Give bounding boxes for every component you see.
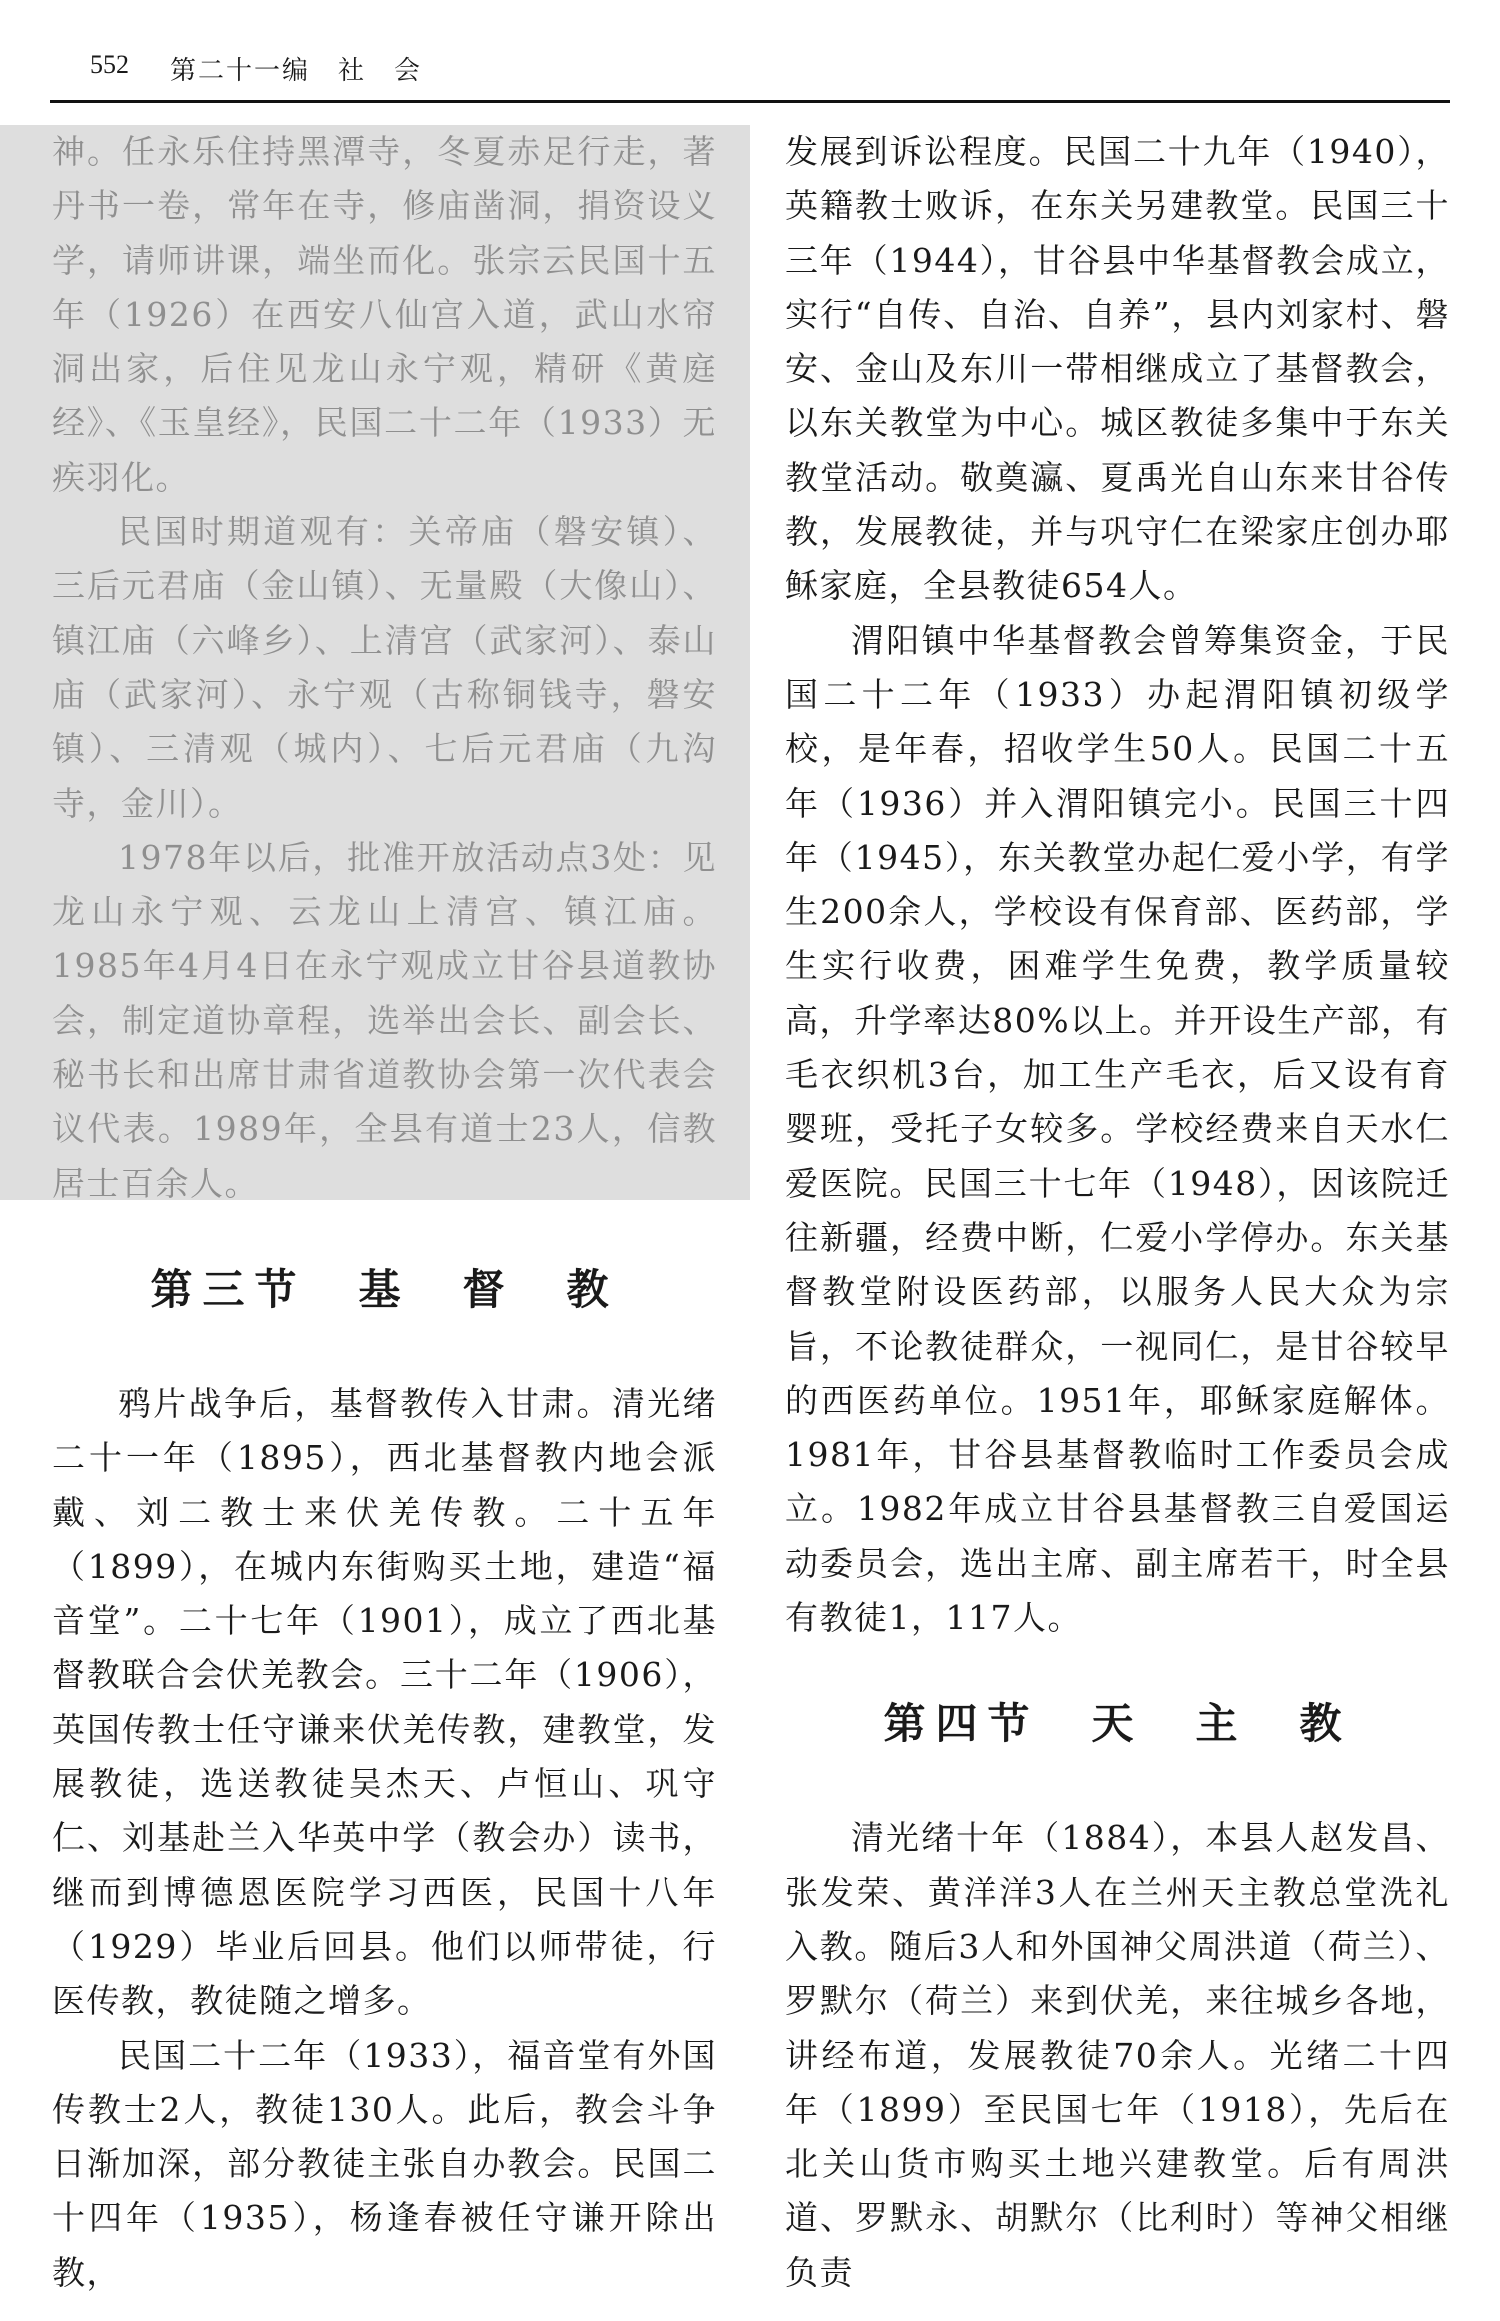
section-heading-christianity: 第三节 基 督 教 xyxy=(150,1264,619,1314)
running-head: 第二十一编 社 会 xyxy=(170,56,423,86)
page-number: 552 xyxy=(90,50,129,79)
shaded-text-block xyxy=(52,125,717,1211)
right-column xyxy=(785,125,1450,2300)
paragraph: 清光绪十年（1884），本县人赵发昌、张发荣、黄洋洋3人在兰州天主教总堂洗礼入教。随后3人和外国神父周洪道（荷兰）、罗默尔（荷兰）来到伏羌，来往城乡各地，讲经布道，发展教徒70余人。光绪二十四年（1899）至民国七年（1918），先后在北关山货市购买土地兴建教堂。后有周洪道、罗默永、胡默尔（比利时）等神父相继负责 xyxy=(785,1818,1450,2292)
header-rule xyxy=(50,100,1450,103)
paragraph: 神。任永乐住持黑潭寺，冬夏赤足行走，著丹书一卷，常年在寺，修庙凿洞，捐资设义学，请师讲课，端坐而化。张宗云民国十五年（1926）在西安八仙宫入道，武山水帘洞出家，后住见龙山永宁观，精研《黄庭经》、《玉皇经》，民国二十二年（1933）无疾羽化。 xyxy=(52,132,717,497)
paragraph: 鸦片战争后，基督教传入甘肃。清光绪二十一年（1895），西北基督教内地会派戴、刘二教士来伏羌传教。二十五年（1899），在城内东街购买土地，建造“福音堂”。二十七年（1901），成立了西北基督教联合会伏羌教会。三十二年（1906），英国传教士任守谦来伏羌传教，建教堂，发展教徒，选送教徒吴杰天、卢恒山、巩守仁、刘基赴兰入华英中学（教会办）读书，继而到博德恩医院学习西医，民国十八年（1929）毕业后回县。他们以师带徒，行医传教，教徒随之增多。 xyxy=(52,1383,717,2021)
section-heading-catholicism: 第四节 天 主 教 xyxy=(883,1699,1352,1749)
paragraph: 民国时期道观有：关帝庙（磐安镇）、三后元君庙（金山镇）、无量殿（大像山）、镇江庙（六峰乡）、上清宫（武家河）、泰山庙（武家河）、永宁观（古称铜钱寺，磐安镇）、三清观（城内）、七后元君庙（九沟寺，金川）。 xyxy=(52,512,717,823)
paragraph: 发展到诉讼程度。民国二十九年（1940），英籍教士败诉，在东关另建教堂。民国三十三年（1944），甘谷县中华基督教会成立，实行“自传、自治、自养”，县内刘家村、磐安、金山及东川一带相继成立了基督教会，以东关教堂为中心。城区教徒多集中于东关教堂活动。敬奠瀛、夏禹光自山东来甘谷传教，发展教徒，并与巩守仁在梁家庄创办耶稣家庭，全县教徒654人。 xyxy=(785,132,1450,606)
left-column xyxy=(52,125,717,2300)
paragraph: 渭阳镇中华基督教会曾筹集资金，于民国二十二年（1933）办起渭阳镇初级学校，是年春，招收学生50人。民国二十五年（1936）并入渭阳镇完小。民国三十四年（1945），东关教堂办起仁爱小学，有学生200余人，学校设有保育部、医药部，学生实行收费，困难学生免费，教学质量较高，升学率达80%以上。并开设生产部，有毛衣织机3台，加工生产毛衣，后又设有育婴班，受托子女较多。学校经费来自天水仁爱医院。民国三十七年（1948），因该院迁往新疆，经费中断，仁爱小学停办。东关基督教堂附设医药部，以服务人民大众为宗旨，不论教徒群众，一视同仁，是甘谷较早的西医药单位。1951年，耶稣家庭解体。1981年，甘谷县基督教临时工作委员会成立。1982年成立甘谷县基督教三自爱国运动委员会，选出主席、副主席若干，时全县有教徒1，117人。 xyxy=(785,620,1450,1638)
paragraph: 民国二十二年（1933），福音堂有外国传教士2人，教徒130人。此后，教会斗争日渐加深，部分教徒主张自办教会。民国二十四年（1935），杨逢春被任守谦开除出教， xyxy=(52,2035,717,2292)
page-header xyxy=(50,50,1450,100)
paragraph: 1978年以后，批准开放活动点3处：见龙山永宁观、云龙山上清宫、镇江庙。1985年4月4日在永宁观成立甘谷县道教协会，制定道协章程，选举出会长、副会长、秘书长和出席甘肃省道教协会第一次代表会议代表。1989年，全县有道士23人，信教居士百余人。 xyxy=(52,837,717,1203)
